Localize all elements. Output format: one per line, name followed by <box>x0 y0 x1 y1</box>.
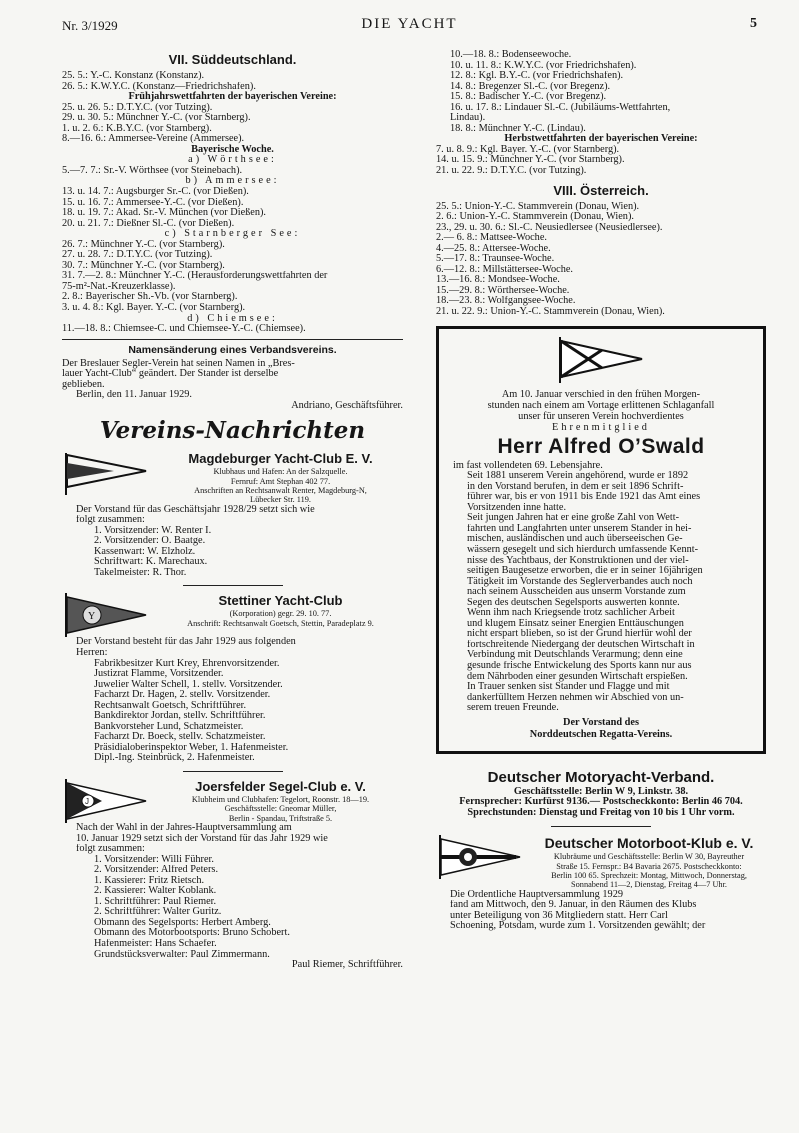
schedule-list <box>436 145 766 177</box>
text-line: Takelmeister: R. Thor. <box>94 567 187 578</box>
text-line: wässern gesegelt und sich hierdurch umfassende Kennt- <box>467 544 699 555</box>
text-line: Fernsprecher: Kurfürst 9136.— Postscheckkonto: Berlin 46 704. <box>459 797 743 808</box>
text-line: Klubheim und Clubhafen: Tegelort, Roonstr. 18—19. <box>191 794 370 804</box>
text-line: 15. 8.: Badischer Y.-C. (vor Bregenz). <box>450 92 607 103</box>
divider <box>183 585 283 586</box>
text-line: 25. 5.: Y.-C. Konstanz (Konstanz). <box>62 71 205 81</box>
text-line: 3. u. 4. 8.: Kgl. Bayer. Y.-C. (vor Starnberg). <box>62 303 246 314</box>
text-line: folgt zusammen: <box>76 515 145 526</box>
subheading-starnberger: c) Starnberger See: <box>164 228 301 240</box>
text-line: Nach der Wahl in der Jahres-Hauptversammlung am <box>76 822 292 833</box>
notice-text <box>62 359 403 391</box>
text-line: Lindau). <box>450 113 486 124</box>
page-header <box>62 8 757 34</box>
text-line: 7. u. 8. 9.: Kgl. Bayer. Y.-C. (vor Starnberg). <box>436 144 620 155</box>
text-line: Schriftwart: K. Marechaux. <box>94 557 208 568</box>
text-line: Sonnabend 11—2, Dienstag, Freitag 4—7 Uhr. <box>571 880 727 890</box>
text-line: Dipl.-Ing. Steinbrück, 2. Hafenmeister. <box>94 753 255 764</box>
board-list <box>62 855 403 960</box>
left-column <box>62 50 403 971</box>
text-line: Grundstücksverwalter: Paul Zimmermann. <box>94 949 270 960</box>
text-line: Anschrift: Rechtsanwalt Goetsch, Stettin, Paradeplatz 9. <box>187 618 374 628</box>
text-line: fahrten und Langfahrten unter unserem Stander in hei- <box>467 523 692 534</box>
text-line: Der Vorstand für das Geschäftsjahr 1928/29 setzt sich wie <box>76 504 315 515</box>
text-line: serem treuen Freunde. <box>467 703 559 714</box>
text-line: 1. Kassierer: Fritz Rietsch. <box>94 875 205 886</box>
text-line: Fernruf: Amt Stephan 402 77. <box>230 476 331 486</box>
text-line: 13.—16. 8.: Mondsee-Woche. <box>436 275 560 286</box>
text-line: Fabrikbesitzer Kurt Krey, Ehrenvorsitzender. <box>94 658 280 669</box>
text-line: 20. u. 21. 7.: Dießner Sl.-C. (vor Dießen). <box>62 218 235 229</box>
club-info <box>532 852 766 889</box>
text-line: Lübecker Str. 119. <box>250 495 311 505</box>
text-line: 5.—17. 8.: Traunsee-Woche. <box>436 254 555 265</box>
text-line: Verbindung mit Deutschlands Verarmung; denn eine <box>467 650 683 661</box>
text-line: Der Breslauer Segler-Verein hat seinen Namen in „Bres- <box>62 358 295 369</box>
text-line: Seit jungen Jahren hat er eine große Zahl von Wett- <box>467 513 680 524</box>
pennant-flag-icon <box>62 451 150 495</box>
text-line: Vorsitzenden inne hatte. <box>467 502 567 513</box>
club-intro <box>62 823 403 855</box>
text-line: 4.—25. 8.: Attersee-Woche. <box>436 243 551 254</box>
text-line: 26. 7.: Münchner Y.-C. (vor Starnberg). <box>62 239 225 250</box>
club-name: Deutscher Motorboot-Klub e. V. <box>544 835 754 852</box>
obituary-signature-line: Der Vorstand des <box>563 716 639 728</box>
section-title-oesterreich: VIII. Österreich. <box>553 182 649 198</box>
text-line: geblieben. <box>62 379 105 390</box>
club-signature: Paul Riemer, Schriftführer. <box>291 959 403 971</box>
text-line: Am 10. Januar verschied in den frühen Morgen- <box>501 388 701 400</box>
text-line: führer war, bis er von 1911 bis Ende 1921 das Amt eines <box>467 492 701 503</box>
text-line: 18.—23. 8.: Wolfgangsee-Woche. <box>436 296 576 307</box>
club-info <box>158 467 403 504</box>
schedule-list <box>62 187 403 229</box>
text-line: 1. u. 2. 6.: K.B.Y.C. (vor Starnberg). <box>62 123 212 134</box>
text-line: Geschäftsstelle: Gneomar Müller, <box>224 804 337 814</box>
text-line: Justizrat Flamme, Vorsitzender. <box>94 669 224 680</box>
text-line: 10. u. 11. 8.: K.W.Y.C. (vor Friedrichshafen). <box>450 60 637 71</box>
text-line: Die Ordentliche Hauptversammlung 1929 <box>450 889 624 900</box>
subheading-woerthsee: a) Wörthsee: <box>188 154 277 166</box>
motoryacht-title: Deutscher Motoryacht-Verband. <box>487 768 715 786</box>
text-line: 18. 8.: Münchner Y.-C. (Lindau). <box>450 123 586 134</box>
text-line: Wenn ihm nach Kriegsende trotz sachlicher Arbeit <box>467 608 675 619</box>
text-line: 5.—7. 7.: Sr.-V. Wörthsee (vor Steinebach). <box>62 165 243 176</box>
text-line: 14. 8.: Bregenzer Sl.-C. (vor Bregenz). <box>450 81 611 92</box>
obituary-paragraph <box>453 608 749 682</box>
club-motorboot <box>436 835 766 889</box>
text-line: unter Beteiligung von 36 Mitgliedern statt. Herr Carl <box>450 910 668 921</box>
text-line: Tätigkeit im Vorstande des Seglerverbandes auch noch <box>467 576 693 587</box>
text-line: 16. u. 17. 8.: Lindauer Sl.-C. (Jubiläums-Wettfahrten, <box>450 102 671 113</box>
text-line: dankerfülltem Herzen nehmen wir Abschied von un- <box>467 692 684 703</box>
text-line: 31. 7.—2. 8.: Münchner Y.-C. (Herausforderungswettfahrten der <box>62 271 328 282</box>
text-line: 21. u. 22. 9.: D.T.Y.C. (vor Tutzing). <box>436 166 587 177</box>
text-line: Anschriften an Rechtsanwalt Renter, Magdeburg-N, <box>194 486 367 495</box>
section-title-vereins: Vereins-Nachrichten <box>99 417 366 445</box>
text-line: 30. 7.: Münchner Y.-C. (vor Starnberg). <box>62 260 225 271</box>
text-line: und klugem Einsatz seiner Energien Enttäuschungen <box>467 618 684 629</box>
text-line: 1. Vorsitzender: W. Renter I. <box>94 525 212 536</box>
obituary-signature-club: Norddeutschen Regatta-Vereins. <box>529 728 673 740</box>
text-line: 13. u. 14. 7.: Augsburger Sr.-C. (vor Dießen). <box>62 187 249 198</box>
section-title-sueddeutschland: VII. Süddeutschland. <box>168 52 297 67</box>
pennant-flag-icon <box>62 779 150 823</box>
text-line: 2. 8.: Bayerischer Sh.-Vb. (vor Starnberg). <box>62 292 238 303</box>
schedule-list <box>436 202 766 318</box>
text-line: gesunde frische Entwickelung des Sports kann nur aus <box>467 660 692 671</box>
obituary-age: im fast vollendeten 69. Lebensjahre. <box>453 459 603 471</box>
text-line: Berlin - Spandau, Triftstraße 5. <box>228 813 333 823</box>
text-line: 15. u. 16. 7.: Ammersee-Y.-C. (vor Dießen). <box>62 197 244 208</box>
text-line: Der Vorstand besteht für das Jahr 1929 aus folgenden <box>76 637 296 648</box>
obituary-rank: Ehrenmitglied <box>552 421 650 433</box>
text-line: 2. 6.: Union-Y.-C. Stammverein (Donau, Wien). <box>436 212 634 223</box>
text-line: 18. u. 19. 7.: Akad. Sr.-V. München (vor Dießen). <box>62 208 267 219</box>
right-column <box>436 50 766 932</box>
text-line: Kassenwart: W. Elzholz. <box>94 546 196 557</box>
subheading-chiemsee: d) Chiemsee: <box>187 312 278 324</box>
motoryacht-contact <box>436 787 766 819</box>
text-line: 1. Schriftführer: Paul Riemer. <box>94 896 217 907</box>
half-mast-flag-icon <box>556 337 646 383</box>
text-line: Präsidialoberinspektor Weber, 1. Hafenmeister. <box>94 742 289 753</box>
schedule-list <box>62 324 403 335</box>
text-line: stunden nach einem am Vortage erlittenen Schlaganfall <box>487 399 715 411</box>
motorboot-text <box>436 890 766 932</box>
text-line: In Trauer senken sist Stander und Flagge und mit <box>467 682 670 693</box>
obituary-intro <box>453 389 749 422</box>
subheading-fruehjahr: Frühjahrswettfahrten der bayerischen Vereine: <box>128 91 337 103</box>
text-line: 1. Vorsitzender: Willi Führer. <box>94 854 214 865</box>
text-line: 2. Vorsitzender: O. Baatge. <box>94 536 206 547</box>
text-line: unser für unseren Verein hochverdientes <box>518 410 684 422</box>
subheading-ammersee: b) Ammersee: <box>185 175 280 187</box>
text-line: 6.—12. 8.: Millstättersee-Woche. <box>436 264 574 275</box>
notice-date: Berlin, den 11. Januar 1929. <box>76 389 193 401</box>
text-line: fand am Mittwoch, den 9. Januar, in den Räumen des Klubs <box>450 900 697 911</box>
notice-title: Namensänderung eines Verbandsvereins. <box>128 343 337 356</box>
text-line: Juwelier Walter Schell, 1. stellv. Vorsitzender. <box>94 679 283 690</box>
text-line: Segen des deutschen Segelsports auswerten konnte. <box>467 597 680 608</box>
text-line: (Korporation) gegr. 29. 10. 77. <box>229 609 332 619</box>
text-line: Herren: <box>76 647 108 658</box>
text-line: Geschäftsstelle: Berlin W 9, Linkstr. 38. <box>513 786 689 797</box>
board-list <box>62 659 403 764</box>
text-line: 8.—16. 6.: Ammersee-Vereine (Ammersee). <box>62 134 245 145</box>
text-line: Straße 15. Fernspr.: B4 Bavaria 2675. Postscheckkonto: <box>556 861 742 871</box>
text-line: Sprechstunden: Dienstag und Freitag von 10 bis 1 Uhr vorm. <box>467 807 735 818</box>
text-line: 25. 5.: Union-Y.-C. Stammverein (Donau, Wien). <box>436 201 640 212</box>
schedule-list <box>62 103 403 145</box>
svg-text:J: J <box>85 796 89 806</box>
text-line: folgt zusammen: <box>76 844 145 855</box>
text-line: Klubhaus und Hafen: An der Salzquelle. <box>213 467 348 477</box>
text-line: 10. Januar 1929 setzt sich der Vorstand für das Jahr 1929 wie <box>76 833 328 844</box>
text-line: 14. u. 15. 9.: Münchner Y.-C. (vor Starnberg). <box>436 155 625 166</box>
text-line: 27. u. 28. 7.: D.T.Y.C. (vor Tutzing). <box>62 250 213 261</box>
schedule-list <box>62 240 403 314</box>
text-line: Hafenmeister: Hans Schaefer. <box>94 939 217 949</box>
divider <box>551 826 651 827</box>
obituary-box <box>436 326 766 754</box>
text-line: 2. Kassierer: Walter Koblank. <box>94 886 217 897</box>
page-number: 5 <box>750 16 757 31</box>
text-line: Facharzt Dr. Hagen, 2. stellv. Vorsitzender. <box>94 690 271 701</box>
text-line: Rechtsanwalt Goetsch, Schriftführer. <box>94 700 247 711</box>
club-intro <box>62 637 403 658</box>
text-line: Bankvorsteher Lund, Schatzmeister. <box>94 721 244 732</box>
issue-number: Nr. 3/1929 <box>62 18 118 33</box>
text-line: dem Nährboden einer gesunden Wirtschaft erspießen. <box>467 671 688 682</box>
text-line: lauer Yacht-Club“ geändert. Der Stander ist derselbe <box>62 369 279 380</box>
divider <box>62 339 403 340</box>
text-line: 29. u. 30. 5.: Münchner Y.-C. (vor Starnberg). <box>62 113 251 124</box>
divider <box>183 771 283 772</box>
text-line: 2.— 6. 8.: Mattsee-Woche. <box>436 233 547 244</box>
text-line: Schoening, Potsdam, wurde zum 1. Vorsitzenden gewählt; der <box>450 921 706 932</box>
obituary-name: Herr Alfred O’Swald <box>497 434 705 458</box>
club-info <box>158 795 403 823</box>
text-line: 12. 8.: Kgl. B.Y.-C. (vor Friedrichshafen). <box>450 71 624 82</box>
text-line: 21. u. 22. 9.: Union-Y.-C. Stammverein (Donau, Wien). <box>436 307 665 318</box>
text-line: Obmann des Motorbootsports: Bruno Schobert. <box>94 928 290 939</box>
magazine-title: DIE YACHT <box>361 16 458 32</box>
notice-signature: Andriano, Geschäftsführer. <box>291 399 403 411</box>
text-line: 75-m²-Nat.-Kreuzerklasse). <box>62 281 176 292</box>
club-name: Stettiner Yacht-Club <box>218 593 343 609</box>
text-line: 25. u. 26. 5.: D.T.Y.C. (vor Tutzing). <box>62 102 213 113</box>
subheading-herbst: Herbstwettfahrten der bayerischen Vereine: <box>504 133 698 145</box>
club-magdeburg <box>62 451 403 504</box>
text-line: nach seinem Ausscheiden aus unserm Vorstande zum <box>467 587 686 598</box>
text-line: nisse des Yachtbaus, der Konstruktionen und der viel- <box>467 555 689 566</box>
subheading-woche: Bayerische Woche. <box>191 143 274 155</box>
text-line: 11.—18. 8.: Chiemsee-C. und Chiemsee-Y.-C. (Chiemsee). <box>62 324 306 335</box>
burgee-flag-icon <box>436 835 524 879</box>
text-line: 2. Schriftführer: Walter Guritz. <box>94 907 222 918</box>
text-line: mischen, ausländischen und auch überseeischen Ge- <box>467 534 683 545</box>
club-joersfelde <box>62 779 403 823</box>
schedule-list <box>436 50 766 134</box>
text-line: Seit 1881 unserem Verein angehörend, wurde er 1892 <box>467 471 689 482</box>
text-line: Berlin 100 65. Sprechzeit: Montag, Mittwoch, Donnerstag, <box>551 870 747 880</box>
text-line: 10.—18. 8.: Bodenseewoche. <box>450 50 572 60</box>
schedule-list <box>62 71 403 92</box>
club-name: Joersfelder Segel-Club e. V. <box>195 778 366 794</box>
club-stettin <box>62 593 403 637</box>
text-line: 15.—29. 8.: Wörthersee-Woche. <box>436 285 570 296</box>
text-line: 23., 29. u. 30. 6.: Sl.-C. Neusiedlersee (Neusiedlersee). <box>436 222 663 233</box>
club-info <box>158 609 403 628</box>
text-line: 2. Vorsitzender: Alfred Peters. <box>94 865 219 876</box>
text-line: Bankdirektor Jordan, stellv. Schriftführer. <box>94 711 266 722</box>
text-line: in den Vorstand berufen, in dem er seit 1896 Schrift- <box>467 481 684 492</box>
text-line: fortschreitende Niedergang der deutschen Wirtschaft in <box>467 639 695 650</box>
board-list <box>62 526 403 579</box>
text-line: Facharzt Dr. Boeck, stellv. Schatzmeister. <box>94 732 266 743</box>
obituary-paragraph <box>453 682 749 714</box>
svg-text:Y: Y <box>88 611 96 623</box>
club-name: Magdeburger Yacht-Club E. V. <box>188 451 373 467</box>
text-line: nicht erspart blieben, so ist der Grund hierfür wohl der <box>467 629 692 640</box>
pennant-flag-icon <box>62 593 150 637</box>
text-line: Klubräume und Geschäftsstelle: Berlin W 30, Bayreuther <box>553 852 745 862</box>
text-line: 26. 5.: K.W.Y.C. (Konstanz—Friedrichshafen). <box>62 81 256 92</box>
obituary-paragraph <box>453 513 749 608</box>
text-line: Obmann des Segelsports: Herbert Amberg. <box>94 917 271 928</box>
text-line: seitigen Baugesetze erworben, die er in seiner 16jährigen <box>467 566 703 577</box>
obituary-paragraph <box>453 471 749 513</box>
club-intro <box>62 505 403 526</box>
